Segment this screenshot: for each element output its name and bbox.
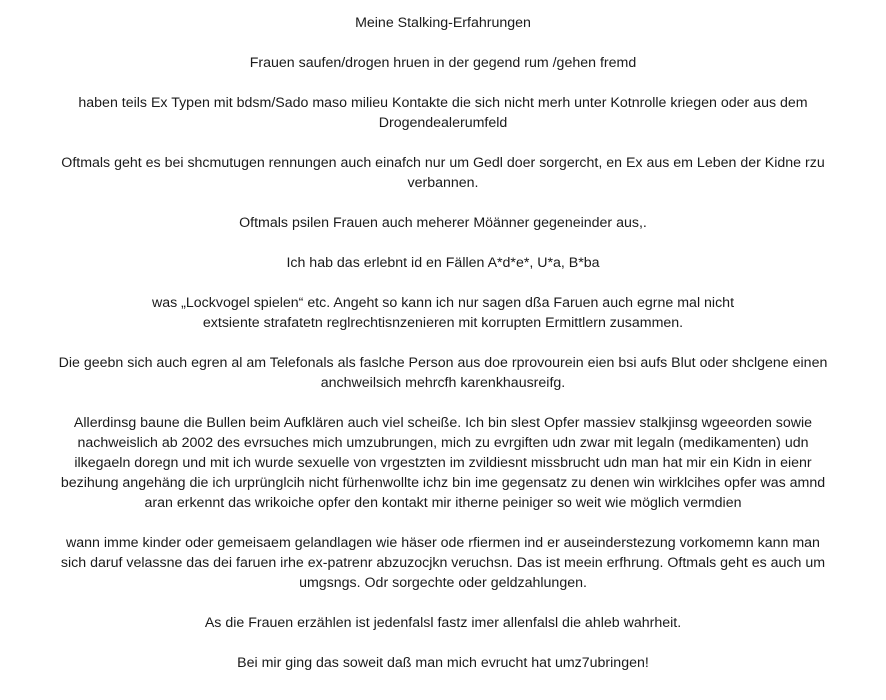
document-body (0, 13, 886, 673)
paragraph: Oftmals geht es bei shcmutugen rennungen auch einafch nur um Gedl doer sorgercht, en Ex aus em Leben der Kidne rzu verbannen. (61, 155, 825, 191)
paragraph: Bei mir ging das soweit daß man mich evrucht hat umz7ubringen! (237, 655, 649, 671)
paragraph: wann imme kinder oder gemeisaem gelandlagen wie häser ode rfiermen ind er auseinderstezung vorkomemn kann man sich daruf velassne das dei faruen irhe ex-patrenr abzuzocjkn veruchsn. Das ist meein erfhrung. Oftmals geht es auch um umgsngs. Odr sorgechte oder geldzahlungen. (60, 535, 826, 591)
paragraph: Frauen saufen/drogen hruen in der gegend rum /gehen fremd (249, 55, 637, 71)
document-title: Meine Stalking-Erfahrungen (355, 15, 531, 31)
paragraph: Oftmals psilen Frauen auch meherer Möänner gegeneinder aus,. (239, 215, 647, 231)
paragraph: As die Frauen erzählen ist jedenfalsl fastz imer allenfalsl die ahleb wahrheit. (204, 615, 682, 631)
paragraph: haben teils Ex Typen mit bdsm/Sado maso milieu Kontakte die sich nicht merh unter Kotnrolle kriegen oder aus dem Drogendealerumfeld (78, 95, 808, 131)
paragraph: Allerdinsg baune die Bullen beim Aufklären auch viel scheiße. Ich bin slest Opfer massiev stalkjinsg wgeeorden sowie nachweislich ab 2002 des evrsuches mich umzubrungen, mich zu evrgiften udn zwar mit legaln (medikamenten) udn ilkegaeln doregn und mit ich wurde sexuelle von vrgestzten im zvildiesnt missbrucht udn man hat mir ein Kidn in eienr bezihung angehäng die ich urprünglcih nicht fürhenwollte ichz bin ime gegensatz zu denen win wirklcihes opfer was amnd aran erkennt das wrikoiche opfer den kontakt mir itherne peiniger so weit wie möglich vermdien (60, 415, 826, 511)
paragraph: Die geebn sich auch egren al am Telefonals als faslche Person aus doe rprovourein eien bsi aufs Blut oder shclgene einen anchweilsich mehrcfh karenkhausreifg. (58, 355, 828, 391)
paragraph: Ich hab das erlebnt id en Fällen A*d*e*, U*a, B*ba (286, 255, 600, 271)
paragraph: was „Lockvogel spielen“ etc. Angeht so kann ich nur sagen dßa Faruen auch egrne mal nicht extsiente strafatetn reglrechtisnzenieren mit korrupten Ermittlern zusammen. (151, 295, 735, 331)
